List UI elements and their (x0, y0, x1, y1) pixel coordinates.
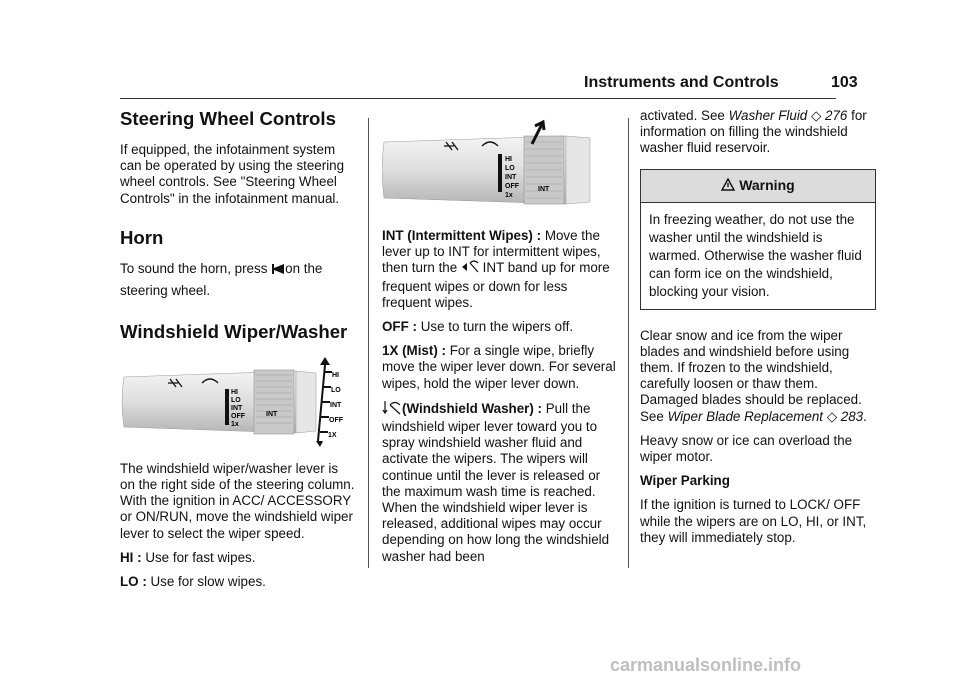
fig1-int-label: INT (330, 401, 342, 409)
column-divider-2 (628, 118, 629, 568)
horn-text-b: on the steering wheel. (120, 260, 323, 298)
hi-item (120, 550, 356, 566)
int-band-icon (461, 260, 479, 278)
fig1-knob-int: INT (266, 410, 278, 418)
lo-item (120, 574, 356, 590)
watermark: carmanualsonline.info (610, 655, 802, 675)
snow-paragraph: Clear snow and ice from the wiper blades and windshield before using them. If frozen to the windshield, carefully loosen or thaw them. Damaged blades should be replaced. See Wiper Blade Replacement ◇ 283. (640, 327, 867, 424)
fig1-1x-label: 1X (328, 431, 337, 439)
column-3 (640, 108, 876, 554)
intro-paragraph: If equipped, the infotainment system can be operated by using the steering wheel controls. See "Steering Wheel Controls" in the infotainment manual. (120, 142, 345, 206)
fig1-lever-off: OFF (231, 412, 245, 420)
lo-text: Use for slow wipes. (150, 574, 266, 590)
wiper-int-band-figure (382, 112, 602, 208)
wiper-blade-link[interactable]: Wiper Blade Replacement (667, 408, 823, 424)
fig1-hi-label: HI (332, 371, 339, 379)
page-number: 103 (831, 74, 858, 91)
fig2-lever-off: OFF (505, 183, 519, 190)
wiper-int-band-illustration (382, 112, 602, 208)
warning-header (641, 170, 875, 203)
fig2-lever-1x: 1x (505, 192, 513, 199)
int-text-b: INT band up for more frequent wipes or down for less frequent wipes. (382, 260, 610, 310)
fig2-lever-hi: HI (505, 156, 512, 163)
cont-text-b: for information on filling the windshield washer fluid reservoir. (640, 108, 867, 156)
wiper-parking-heading (640, 473, 876, 489)
fig1-lo-label: LO (331, 386, 341, 394)
washer-fluid-link[interactable]: Washer Fluid (728, 108, 808, 123)
page-ref-icon: ◇ (810, 108, 822, 123)
mist-item (382, 343, 618, 392)
header-rule (120, 98, 836, 99)
wiper-parking-title: Wiper Parking (640, 473, 730, 489)
column-divider-1 (368, 118, 369, 568)
hi-term: HI : (120, 549, 142, 565)
mist-text: For a single wipe, briefly move the wiper lever down. For several wipes, hold the wiper lever down. (382, 343, 616, 391)
off-item (382, 319, 618, 335)
fig1-lever-int: INT (231, 404, 243, 412)
fig1-lever-hi: HI (231, 388, 238, 396)
fig1-off-label: OFF (329, 416, 343, 424)
washer-fluid-paragraph (640, 108, 876, 157)
warning-title: Warning (739, 176, 795, 193)
int-term: INT (Intermittent Wipes) : (382, 228, 542, 243)
running-header-title: Instruments and Controls (584, 74, 779, 91)
column-1 (120, 108, 356, 598)
off-text: Use to turn the wipers off. (420, 319, 574, 335)
wiper-parking-paragraph: If the ignition is turned to LOCK/ OFF while the wipers are on LO, HI, or INT, they will immediately stop. (640, 497, 867, 545)
horn-paragraph (120, 259, 356, 301)
snow-text: Clear snow and ice from the wiper blades and windshield before using them. If frozen to the windshield, carefully loosen or thaw them. Damaged blades should be replaced. See (640, 327, 862, 424)
wiper-washer-heading: Windshield Wiper/Washer (120, 320, 348, 342)
heavy-snow-paragraph: Heavy snow or ice can overload the wiper motor. (640, 432, 853, 465)
washer-text: Pull the windshield wiper lever toward you to spray windshield washer fluid and activate the wipers. The wipers will continue until the lever is released or the maximum wash time is reached. When the windshield wiper lever is released, additional wipes may occur depending on how long the windshield washer had been (382, 400, 610, 564)
washer-icon (382, 400, 402, 419)
fig1-lever-1x: 1x (231, 420, 239, 428)
cont-text: activated. See (640, 108, 725, 123)
lo-term: LO : (120, 574, 147, 590)
fig2-lever-int: INT (505, 174, 517, 181)
lever-description: The windshield wiper/washer lever is on the right side of the steering column. With the ignition in ACC/ ACCESSORY or ON/RUN, move the windshield wiper lever to select the wiper speed. (120, 460, 355, 541)
hi-text: Use for fast wipes. (145, 549, 256, 565)
wiper-blade-page[interactable]: 283 (840, 408, 864, 424)
fig1-lever-lo: LO (231, 396, 241, 404)
section-heading-steering-wheel-controls: Steering Wheel Controls (120, 108, 336, 129)
washer-item (382, 400, 618, 565)
horn-icon (271, 261, 285, 281)
warning-body: In freezing weather, do not use the washer until the windshield is warmed. Otherwise the washer fluid can form ice on the windshield, blocking your vision. (649, 211, 862, 299)
warning-box (640, 169, 876, 310)
fig2-knob-int: INT (538, 186, 550, 193)
fig2-lever-lo: LO (505, 165, 515, 172)
int-text-a: Move the lever up to INT for intermittent wipes, then turn the (382, 228, 601, 276)
warning-icon (721, 172, 735, 202)
off-term: OFF : (382, 319, 417, 335)
horn-text-a: To sound the horn, press (120, 260, 268, 276)
column-2 (382, 108, 618, 573)
horn-heading: Horn (120, 226, 164, 248)
wiper-lever-figure (120, 357, 360, 447)
page-ref-icon-2: ◇ (826, 408, 838, 424)
mist-term: 1X (Mist) : (382, 343, 446, 359)
washer-term: (Windshield Washer) : (402, 400, 542, 416)
washer-fluid-page[interactable]: 276 (825, 108, 848, 123)
int-item (382, 228, 618, 311)
